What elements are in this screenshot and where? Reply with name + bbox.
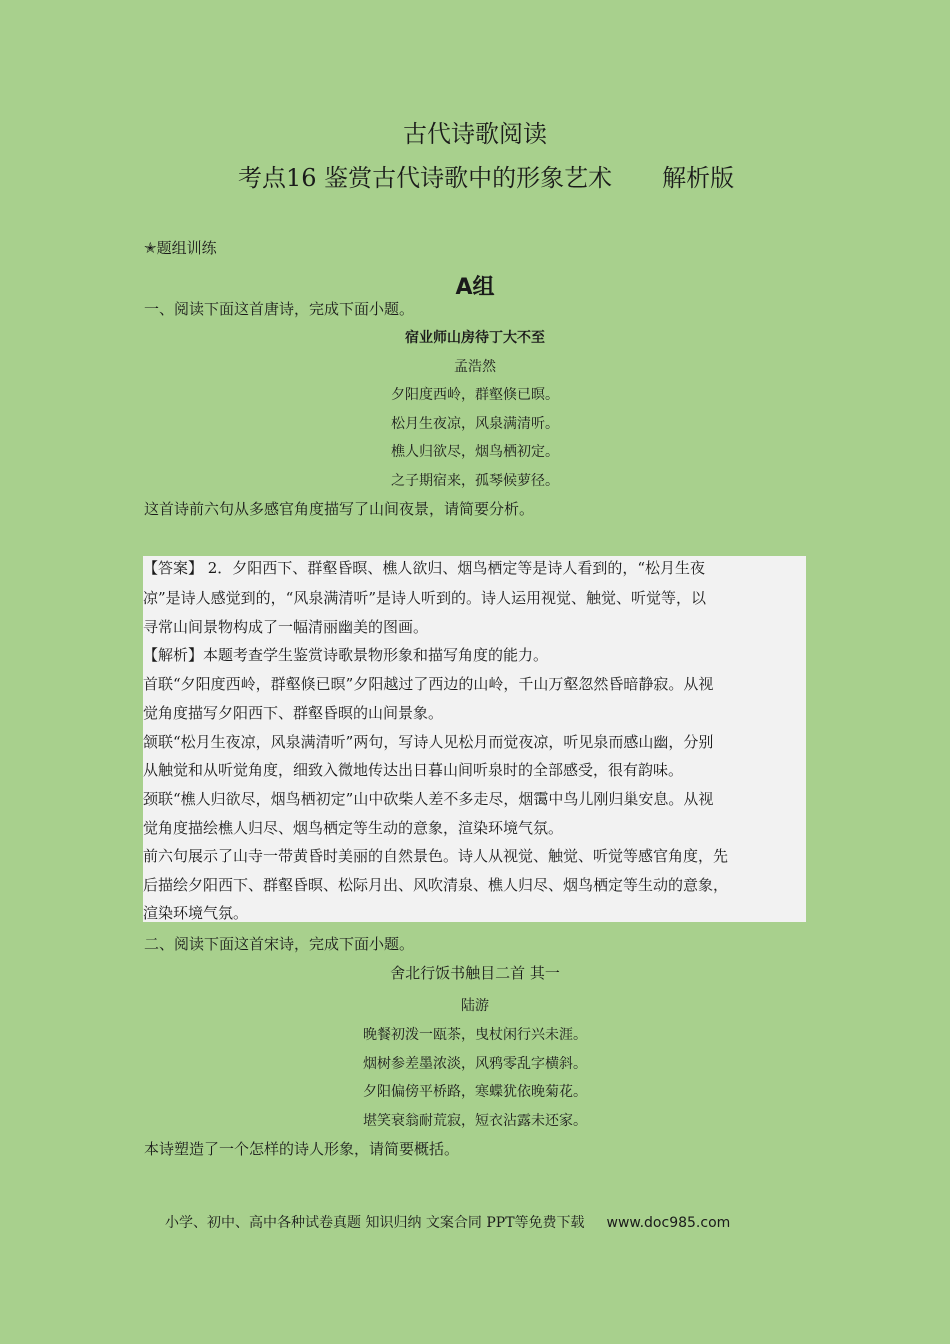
document-subtitle bbox=[238, 158, 798, 193]
group-heading: A组 bbox=[455, 275, 495, 300]
analysis-line: 颈联“樵人归欲尽，烟鸟栖初定”山中砍柴人差不多走尽，烟霭中鸟儿刚归巢安息。从视 bbox=[143, 790, 714, 808]
analysis-line: 渲染环境气氛。 bbox=[143, 904, 249, 922]
q1-poem-line: 夕阳度西岭，群壑倏已暝。 bbox=[391, 387, 559, 403]
answer-box bbox=[143, 556, 806, 922]
analysis-line: 觉角度描写夕阳西下、群壑昏暝的山间景象。 bbox=[143, 704, 444, 722]
q2-poem-line: 晚餐初泼一瓯茶，曳杖闲行兴未涯。 bbox=[363, 1027, 587, 1043]
q1-prompt: 一、阅读下面这首唐诗，完成下面小题。 bbox=[144, 300, 415, 318]
q1-author: 孟浩然 bbox=[454, 359, 496, 375]
answer-line: 凉”是诗人感觉到的，“风泉满清听”是诗人听到的。诗人运用视觉、触觉、听觉等，以 bbox=[143, 589, 707, 607]
q2-poem-line: 堪笑衰翁耐荒寂，短衣沾露未还家。 bbox=[363, 1113, 587, 1129]
analysis-line: 后描绘夕阳西下、群壑昏暝、松际月出、风吹清泉、樵人归尽、烟鸟栖定等生动的意象， bbox=[143, 876, 729, 894]
q1-poem-line: 松月生夜凉，风泉满清听。 bbox=[391, 416, 559, 432]
q2-question: 本诗塑造了一个怎样的诗人形象，请简要概括。 bbox=[144, 1140, 460, 1158]
section-label: ✭题组训练 bbox=[144, 239, 217, 257]
q2-poem-line: 夕阳偏傍平桥路，寒蝶犹依晚菊花。 bbox=[363, 1084, 587, 1100]
document-title: 古代诗歌阅读 bbox=[403, 120, 547, 148]
analysis-line: 前六句展示了山寺一带黄昏时美丽的自然景色。诗人从视觉、触觉、听觉等感官角度，先 bbox=[143, 847, 729, 865]
analysis-line: 首联“夕阳度西岭，群壑倏已暝”夕阳越过了西边的山岭，千山万壑忽然昏暗静寂。从视 bbox=[143, 675, 714, 693]
q1-poem-line: 之子期宿来，孤琴候萝径。 bbox=[391, 473, 559, 489]
q1-question: 这首诗前六句从多感官角度描写了山间夜景，请简要分析。 bbox=[144, 500, 535, 518]
q2-poem-title: 舍北行饭书触目二首 其一 bbox=[390, 964, 560, 982]
analysis-line: 颔联“松月生夜凉，风泉满清听”两句，写诗人见松月而觉夜凉，听见泉而感山幽，分别 bbox=[143, 733, 714, 751]
analysis-line: 从触觉和从听觉角度，细致入微地传达出日暮山间听泉时的全部感受，很有韵味。 bbox=[143, 761, 684, 779]
analysis-line: 【解析】本题考查学生鉴赏诗歌景物形象和描写角度的能力。 bbox=[143, 646, 549, 664]
q1-poem-title: 宿业师山房待丁大不至 bbox=[405, 330, 545, 346]
analysis-line: 觉角度描绘樵人归尽、烟鸟栖定等生动的意象，渲染环境气氛。 bbox=[143, 819, 564, 837]
q1-poem-line: 樵人归欲尽，烟鸟栖初定。 bbox=[391, 444, 559, 460]
answer-line: 【答案】 2．夕阳西下、群壑昏暝、樵人欲归、烟鸟栖定等是诗人看到的，“松月生夜 bbox=[143, 559, 705, 577]
q2-poem-line: 烟树参差墨浓淡，风鸦零乱字横斜。 bbox=[363, 1056, 587, 1072]
page-footer bbox=[165, 1212, 730, 1232]
subtitle-text: 考点16 鉴赏古代诗歌中的形象艺术 bbox=[238, 164, 613, 192]
version-label: 解析版 bbox=[662, 164, 735, 192]
q2-prompt: 二、阅读下面这首宋诗，完成下面小题。 bbox=[144, 935, 415, 953]
footer-url[interactable]: www.doc985.com bbox=[606, 1215, 731, 1231]
answer-line: 寻常山间景物构成了一幅清丽幽美的图画。 bbox=[143, 618, 429, 636]
q2-author: 陆游 bbox=[461, 998, 489, 1014]
footer-text: 小学、初中、高中各种试卷真题 知识归纳 文案合同 PPT等免费下载 bbox=[165, 1215, 585, 1231]
